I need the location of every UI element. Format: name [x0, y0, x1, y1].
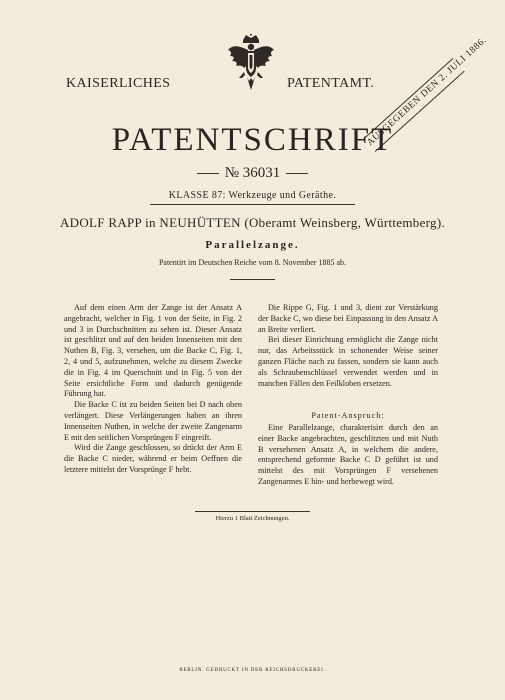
patent-number: № 36031 — [224, 165, 281, 181]
paragraph: Bei dieser Einrichtung ermöglicht die Zange nicht nur, das Arbeitsstück in schonender Weise seiner ganzen Fläche nach zu fassen, sondern sie kann auch als Schraubenschlüssel verwendet werden und in manchen Fällen den Feilkloben ersetzen. — [258, 335, 438, 388]
page-title: PATENTSCHRIFT — [111, 122, 394, 158]
inventor-line: ADOLF RAPP in NEUHÜTTEN (Oberamt Weinsberg, Württemberg). — [59, 215, 446, 230]
imperial-eagle-icon — [226, 34, 276, 92]
patent-subject: Parallelzange. — [205, 239, 300, 251]
body-column-left — [64, 303, 242, 476]
claim-heading: Patent-Anspruch: — [311, 411, 385, 420]
patent-class: KLASSE 87: Werkzeuge und Geräthe. — [168, 190, 337, 201]
patent-number-row — [0, 165, 505, 182]
header-kaiserliches: KAISERLICHES — [66, 76, 171, 91]
paragraph: Die Backe C ist zu beiden Seiten bei D nach oben verlängert. Diese Verlängerungen haben an ihren Innenseiten Nuthen, in welche der zweite Zangenarm E mit den seitlichen Vorsprüngen F eingreift. — [64, 400, 242, 442]
paragraph: Die Rippe G, Fig. 1 und 3, dient zur Verstärkung der Backe C, wo diese bei Einpassung in den Ansatz A an Breite verliert. — [258, 303, 438, 334]
paragraph: Auf dem einen Arm der Zange ist der Ansatz A angebracht, welcher in Fig. 1 von der Seite, in Fig. 2 und 3 in Durchschnitten zu sehen ist. Dieser Ansatz ist geschlitzt und auf den beiden Innenseiten mit den Nuthen B, Fig. 3, versehen, um die Backe C, Fig. 1, 2, 4 und 5, aufzunehmen, welche zu diesem Zwecke die in Fig. 4 im Querschnitt und in Fig. 5 von der Seite ersichtliche Form und dadurch genügende Führung hat. — [64, 303, 242, 399]
patented-date: Patentirt im Deutschen Reiche vom 8. November 1885 ab. — [158, 258, 347, 267]
drawings-note: Hierzu 1 Blatt Zeichnungen. — [215, 515, 290, 522]
note-divider — [195, 511, 310, 512]
claim-text — [258, 423, 438, 488]
body-column-right — [258, 303, 438, 389]
issue-date-stamp: AUSGEGEBEN DEN 2. JULI 1886. — [363, 58, 464, 152]
paragraph: Eine Parallelzange, charakterisirt durch den an einer Backe angebrachten, geschlitzten und mit Nuth B versehenen Ansatz A, in welchem die andere, entsprechend geformte Backe C D geführt ist und mittelst des mit Vorsprüngen F versehenen Zangenarmes E hin- und herbewegt wird. — [258, 423, 438, 486]
printer-footer: BERLIN. GEDRUCKT IN DER REICHSDRUCKEREI. — [179, 668, 326, 673]
divider — [150, 204, 355, 205]
header-patentamt: PATENTAMT. — [287, 76, 375, 91]
paragraph: Wird die Zange geschlossen, so drückt der Arm E die Backe C nieder, während er beim Oeffnen die letztere mittelst der Vorsprünge F hebt. — [64, 443, 242, 474]
dash-left — [197, 173, 219, 174]
dash-right — [286, 173, 308, 174]
short-divider — [230, 279, 275, 280]
